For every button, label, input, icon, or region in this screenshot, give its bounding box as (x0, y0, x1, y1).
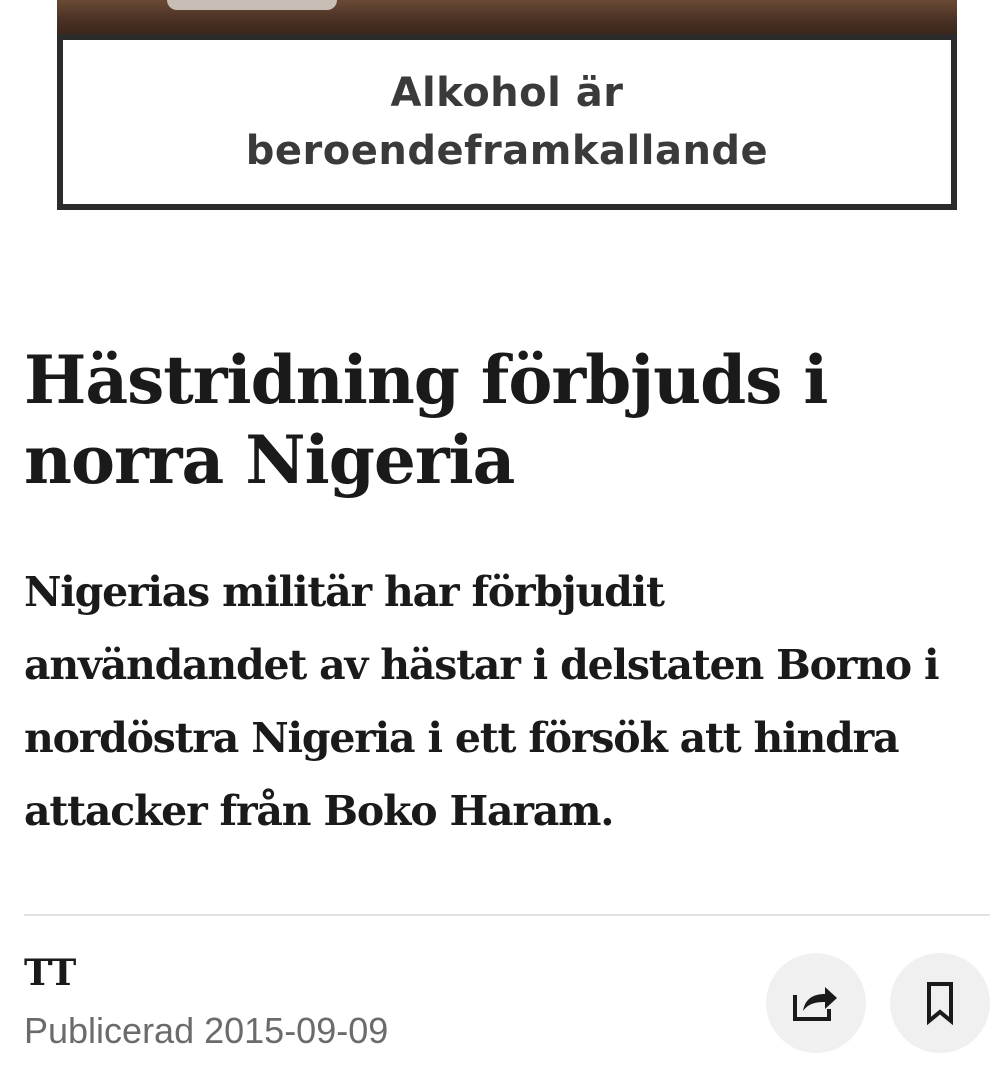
alcohol-warning-line-1: Alkohol är (390, 70, 624, 116)
article-author[interactable]: TT (24, 952, 77, 994)
headline-line-1: Hästridning förbjuds i (24, 341, 828, 419)
lead-line-3: nordöstra Nigeria i ett försök att hindra (24, 714, 899, 762)
article-headline (24, 340, 974, 500)
headline-line-2: norra Nigeria (24, 421, 515, 499)
share-icon (791, 983, 841, 1023)
alcohol-warning-box (57, 34, 957, 210)
article-lead (24, 556, 986, 848)
ad-image (57, 0, 957, 36)
lead-line-2: användandet av hästar i delstaten Borno i (24, 641, 939, 689)
alcohol-warning-line-2: beroendeframkallande (245, 128, 769, 174)
bookmark-icon (925, 981, 955, 1025)
ad-banner[interactable] (57, 0, 957, 210)
published-date: 2015-09-09 (204, 1010, 389, 1051)
divider (24, 914, 990, 916)
published-label: Publicerad (24, 1010, 195, 1051)
ad-image-glass (167, 0, 337, 10)
lead-line-1: Nigerias militär har förbjudit (24, 568, 664, 616)
publish-info (24, 1008, 388, 1054)
bookmark-button[interactable] (890, 953, 990, 1053)
share-button[interactable] (766, 953, 866, 1053)
lead-line-4: attacker från Boko Haram. (24, 787, 614, 835)
